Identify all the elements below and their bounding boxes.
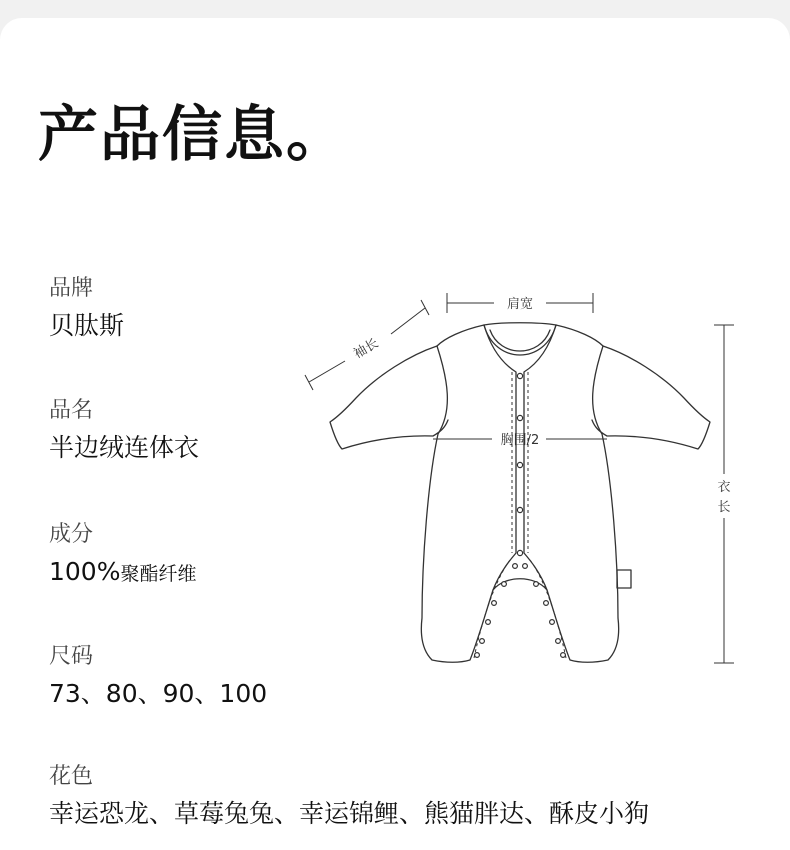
pattern-label: 花色 xyxy=(49,764,94,789)
material-percent: 100% xyxy=(49,557,121,586)
page-title: 产品信息。 xyxy=(38,100,348,170)
pattern-value: 幸运恐龙、草莓兔兔、幸运锦鲤、熊猫胖达、酥皮小狗 xyxy=(49,799,650,828)
material-label: 成分 xyxy=(49,522,94,547)
material-name: 聚酯纤维 xyxy=(120,563,197,585)
sleeve-length-label: 袖长 xyxy=(351,335,382,362)
body-length-label-2: 长 xyxy=(717,500,731,515)
product-name-value: 半边绒连体衣 xyxy=(49,433,200,462)
snap-buttons xyxy=(475,373,566,657)
chest-half-label: 胸围/2 xyxy=(500,433,540,448)
body-length-label-1: 衣 xyxy=(717,480,731,495)
size-label: 尺码 xyxy=(49,644,94,669)
product-name-label: 品名 xyxy=(49,398,94,423)
size-value: 73、80、90、100 xyxy=(49,679,268,708)
brand-value: 贝肽斯 xyxy=(49,311,125,340)
shoulder-width-label: 肩宽 xyxy=(506,297,534,312)
brand-label: 品牌 xyxy=(49,276,94,301)
